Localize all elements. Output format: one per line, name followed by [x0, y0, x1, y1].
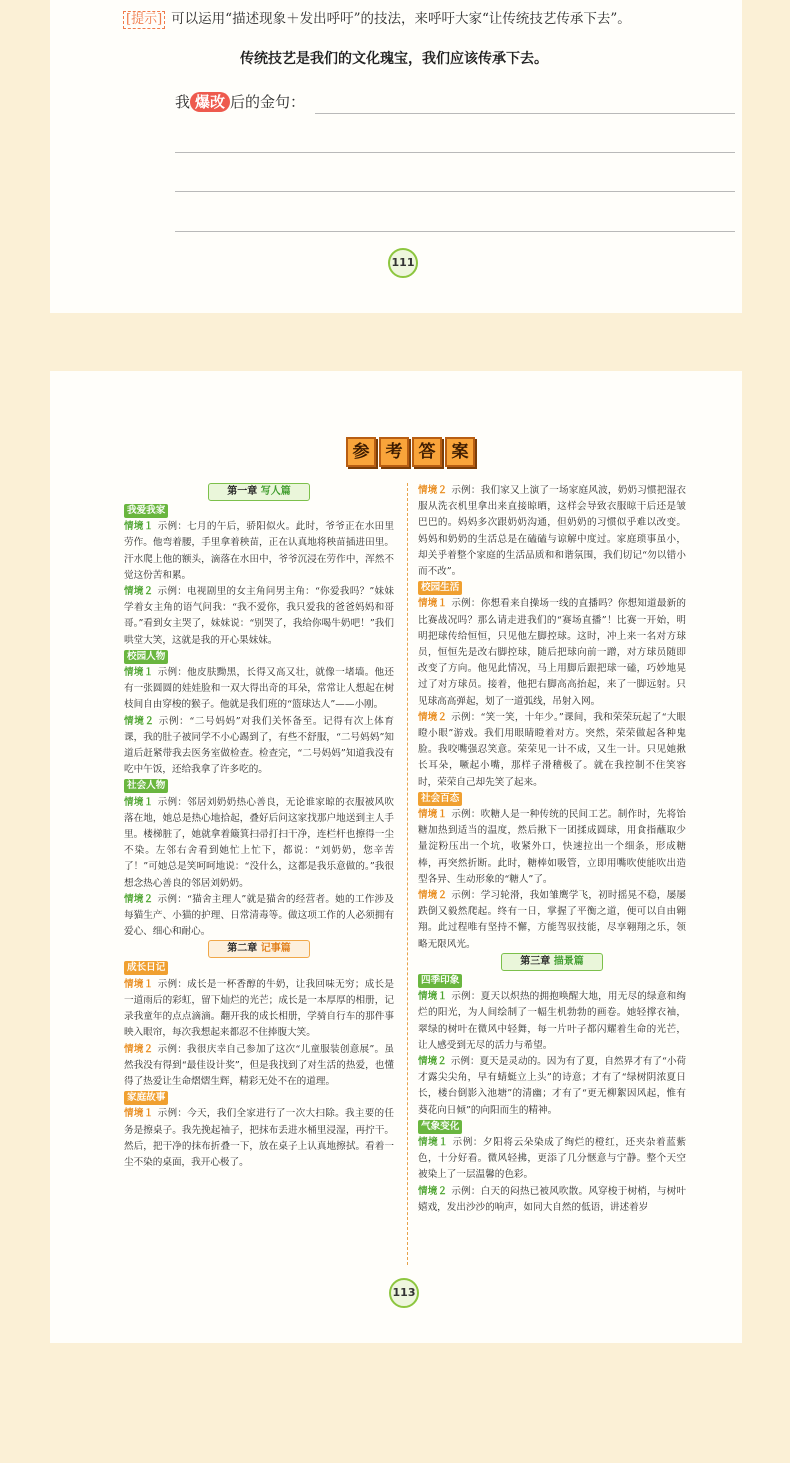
- situation-label: 情境１: [418, 598, 448, 610]
- section-tag: 社会人物: [124, 779, 168, 793]
- title-char: 考: [379, 437, 409, 467]
- section-tag: 我爱我家: [124, 504, 168, 518]
- title-char: 案: [445, 437, 475, 467]
- answer-text: 示例：“猫舍主理人”就是猫舍的经营者。她的工作涉及每猫生产、小猫的护理、日常清毒等。做这项工作的人必须拥有爱心、细心和耐心。: [124, 893, 394, 938]
- answer-paragraph: [124, 977, 394, 1042]
- answers-right-column: [418, 483, 686, 1216]
- section-tag: 家庭故事: [124, 1091, 168, 1105]
- section-tag: 四季印象: [418, 974, 462, 988]
- chapter-label: 第二章: [227, 943, 258, 955]
- answer-text: 示例：我很庆幸自己参加了这次“儿童服装创意展”。虽然我没有得到“最佳设计奖”，但是我找到了对生活的热爱，也懂得了热爱让生命熠熠生辉，精彩无处不在的道理。: [124, 1043, 394, 1087]
- chapter-name: 描景篇: [553, 955, 584, 967]
- situation-label: 情境１: [418, 1136, 449, 1148]
- answer-text: 示例：成长是一杯香醇的牛奶，让我回味无穷；成长是一道雨后的彩虹，留下灿烂的光芒；成长是一本厚厚的相册，记录我童年的点点滴滴。翻开我的成长相册，学骑自行车的那件事映入眼帘，每次我想起来都忍不住捧腹大笑。: [124, 978, 395, 1039]
- answer-paragraph: [124, 519, 394, 584]
- answer-line[interactable]: [175, 231, 735, 232]
- situation-label: 情境１: [418, 809, 448, 821]
- answer-line[interactable]: [315, 113, 735, 114]
- answer-text: 示例：我们家又上演了一场家庭风波，奶奶习惯把湿衣服从洗衣机里拿出来直接晾晒，这样会导致衣服晾干后还是皱巴巴的。妈妈多次跟奶奶沟通，但奶奶的习惯似乎难以改变。妈妈和奶奶的生活总是在磕磕与谅解中度过。家庭琐事虽小，却关乎着整个家庭的生活品质和和谐氛围，我们切记“勿以错小而不改”。: [418, 485, 687, 578]
- workbook-page-111: [50, 0, 742, 313]
- sample-sentence: 传统技艺是我们的文化瑰宝，我们应该传承下去。: [240, 48, 548, 68]
- situation-label: 情境１: [124, 521, 154, 533]
- situation-label: 情境２: [418, 711, 448, 723]
- golden-sentence-label: [175, 91, 305, 112]
- answer-paragraph: [418, 1135, 686, 1184]
- chapter-label: 第一章: [227, 486, 258, 497]
- chapter-heading: [208, 483, 310, 501]
- answer-paragraph: [418, 483, 686, 580]
- situation-label: 情境１: [124, 667, 154, 679]
- answer-text: 示例：夏天以炽热的拥抱唤醒大地，用无尽的绿意和绚烂的阳光，为人间绘制了一幅生机勃勃的画卷。她轻撑衣袖，翠绿的树叶在微风中轻舞，每一片叶子都闪耀着生命的光芒，让人感受到无尽的活力与希望。: [418, 991, 687, 1051]
- situation-label: 情境２: [124, 1043, 154, 1055]
- section-tag: 校园生活: [418, 581, 462, 595]
- chapter-name: 记事篇: [260, 943, 291, 955]
- answer-text: 示例：邻居刘奶奶热心善良，无论谁家晾的衣服被风吹落在地，她总是热心地拾起，叠好后问这家找那户地送到主人手里。楼梯脏了，她就拿着簸箕扫帚打扫干净，连栏杆也擦得一尘不染。左邻右舍看到她忙上忙下，都说：“刘奶奶，您辛苦了！”可她总是笑呵呵地说：“没什么，这都是我乐意做的。”我很想念热心善良的邻居刘奶奶。: [124, 796, 395, 889]
- answer-paragraph: [124, 892, 394, 941]
- column-divider: [407, 483, 408, 1265]
- situation-label: 情境１: [124, 978, 154, 990]
- golden-suffix: 后的金句：: [230, 93, 306, 111]
- section-tag: 成长日记: [124, 961, 168, 975]
- page-number-badge: 113: [389, 1278, 419, 1308]
- situation-label: 情境２: [124, 893, 154, 905]
- situation-label: 情境２: [124, 715, 155, 727]
- section-tag: 校园人物: [124, 650, 168, 664]
- chapter-heading: [501, 953, 603, 971]
- answers-left-column: [124, 483, 394, 1171]
- answer-text: 示例：夕阳将云朵染成了绚烂的橙红，还夹杂着蓝紫色，十分好看。微风轻拂，更添了几分惬意与宁静。整个天空被染上了一层温馨的色彩。: [418, 1136, 687, 1181]
- answers-page-113: [50, 371, 742, 1343]
- answer-paragraph: [124, 714, 394, 779]
- tip-line: [123, 10, 763, 29]
- chapter-label: 第三章: [520, 955, 551, 967]
- answer-paragraph: [124, 584, 394, 649]
- situation-label: 情境２: [418, 1055, 447, 1067]
- situation-label: 情境１: [418, 991, 448, 1003]
- situation-label: 情境２: [124, 586, 154, 598]
- title-char: 参: [346, 437, 376, 467]
- answer-paragraph: [418, 596, 686, 709]
- chapter-heading: [208, 940, 310, 958]
- answers-title: [346, 437, 475, 467]
- answer-line[interactable]: [175, 152, 735, 153]
- situation-label: 情境１: [124, 1108, 154, 1120]
- title-char: 答: [412, 437, 442, 467]
- answer-text: 示例：学习轮滑，我如雏鹰学飞，初时摇晃不稳，屡屡跌倒又毅然爬起。终有一日，掌握了平衡之道，便可以自由翱翔。此过程唯有坚持不懈，方能驾驭技能，尽享翱翔之乐，领略无限风光。: [418, 890, 687, 950]
- answer-text: 示例：“二号妈妈”对我们关怀备至。记得有次上体育课，我的肚子被同学不小心踢到了，有些不舒服，“二号妈妈”知道后赶紧带我去医务室做检查。检查完，“二号妈妈”知道我没有吃中午饭，还给我拿了许多吃的。: [124, 715, 395, 776]
- situation-label: 情境２: [418, 890, 448, 902]
- answer-paragraph: [124, 665, 394, 714]
- answer-text: 示例：你想看来自操场一线的直播吗？你想知道最新的比赛战况吗？那么请走进我们的“赛场直播”！比赛一开始，明明把球传给恒恒，只见他左脚控球。这时，冲上来一名对方球员，恒恒先是改右脚控球，随后把球向前一蹭，对方球员随即改变了方向。他见此情况，马上用脚后跟把球一磕，巧妙地晃过了对方球员。接着，他把右脚高高抬起，来了一脚远射。只见球高高弹起，划了一道弧线，吊射入网。: [418, 598, 687, 707]
- golden-prefix: 我: [175, 93, 191, 111]
- chapter-name: 写人篇: [260, 486, 291, 497]
- answer-paragraph: [418, 1054, 686, 1119]
- answer-text: 示例：七月的午后，骄阳似火。此时，爷爷正在水田里劳作。他弯着腰，手里拿着秧苗，正在认真地将秧苗插进田里。汗水爬上他的额头，滴落在水田中，爷爷沉浸在劳作中，浑然不觉这份苦和累。: [124, 521, 395, 581]
- answer-paragraph: [418, 710, 686, 791]
- burst-badge: 爆改: [190, 92, 230, 112]
- answer-paragraph: [124, 795, 394, 892]
- answer-paragraph: [124, 1042, 394, 1091]
- answer-text: 示例：今天，我们全家进行了一次大扫除。我主要的任务是擦桌子。我先挽起袖子，把抹布丢进水桶里浸湿，再拧干。然后，把干净的抹布折叠一下，放在桌子上认真地擦拭。看着一尘不染的桌面，我开心极了。: [124, 1108, 395, 1168]
- situation-label: 情境２: [418, 1185, 448, 1197]
- section-tag: 社会百态: [418, 792, 462, 806]
- answer-text: 示例：夏天是灵动的。因为有了夏，自然界才有了“小荷才露尖尖角，早有蜻蜓立上头”的诗意；才有了“绿树阴浓夏日长，楼台倒影入池塘”的清幽；才有了“更无柳絮因风起，惟有葵花向日倾”的向阳而生的精神。: [418, 1055, 687, 1116]
- answer-line[interactable]: [175, 191, 735, 192]
- answer-text: 示例：吹糖人是一种传统的民间工艺。制作时，先将饴糖加热到适当的温度，然后揪下一团揉成圆球，用食指蘸取少量淀粉压出一个坑，收紧外口，快速拉出一个细条，形成糖棒，再突然折断。此时，糖棒如吸管，立即用嘴吹使能吹出造型各异、生动形象的“糖人”了。: [418, 809, 687, 885]
- answer-text: 示例：白天的闷热已被风吹散。风穿梭于树梢，与树叶嬉戏，发出沙沙的响声，如同大自然的低语，讲述着岁: [418, 1185, 687, 1213]
- tip-tag: [提示]: [123, 11, 165, 29]
- page-number-badge: 111: [388, 248, 418, 278]
- situation-label: 情境１: [124, 796, 154, 808]
- answer-paragraph: [124, 1106, 394, 1171]
- answer-text: 示例：他皮肤黝黑，长得又高又壮，就像一堵墙。他还有一张圆圆的娃娃脸和一双大得出奇的耳朵，常常让人想起在树枝间自由穿梭的猴子。他就是我们班的“篮球达人”——小刚。: [124, 667, 395, 711]
- answer-paragraph: [418, 1184, 686, 1216]
- tip-text: 可以运用“描述现象＋发出呼吁”的技法，来呼吁大家“让传统技艺传承下去”。: [171, 11, 631, 27]
- answer-paragraph: [418, 888, 686, 953]
- section-tag: 气象变化: [418, 1120, 462, 1134]
- answer-text: 示例：电视剧里的女主角问男主角：“你爱我吗？”妹妹学着女主角的语气问我：“我不爱你，我只爱我的爸爸妈妈和哥哥。”看到女主哭了，妹妹说：“别哭了，我给你喝牛奶吧！”我们哄堂大笑，这就是我的开心果妹妹。: [124, 586, 394, 646]
- answer-paragraph: [418, 989, 686, 1054]
- answer-text: 示例：“笑一笑，十年少。”课间，我和荣荣玩起了“大眼瞪小眼”游戏。我们用眼睛瞪着对方。突然，荣荣做起各种鬼脸。我咬嘴强忍笑意。荣荣见一计不成，又生一计。只见她揪长耳朵，噘起小嘴，那样子滑稽极了。就在我控制不住笑容时，荣荣自己却先笑了起来。: [418, 711, 686, 788]
- answer-paragraph: [418, 807, 686, 888]
- situation-label: 情境２: [418, 485, 448, 496]
